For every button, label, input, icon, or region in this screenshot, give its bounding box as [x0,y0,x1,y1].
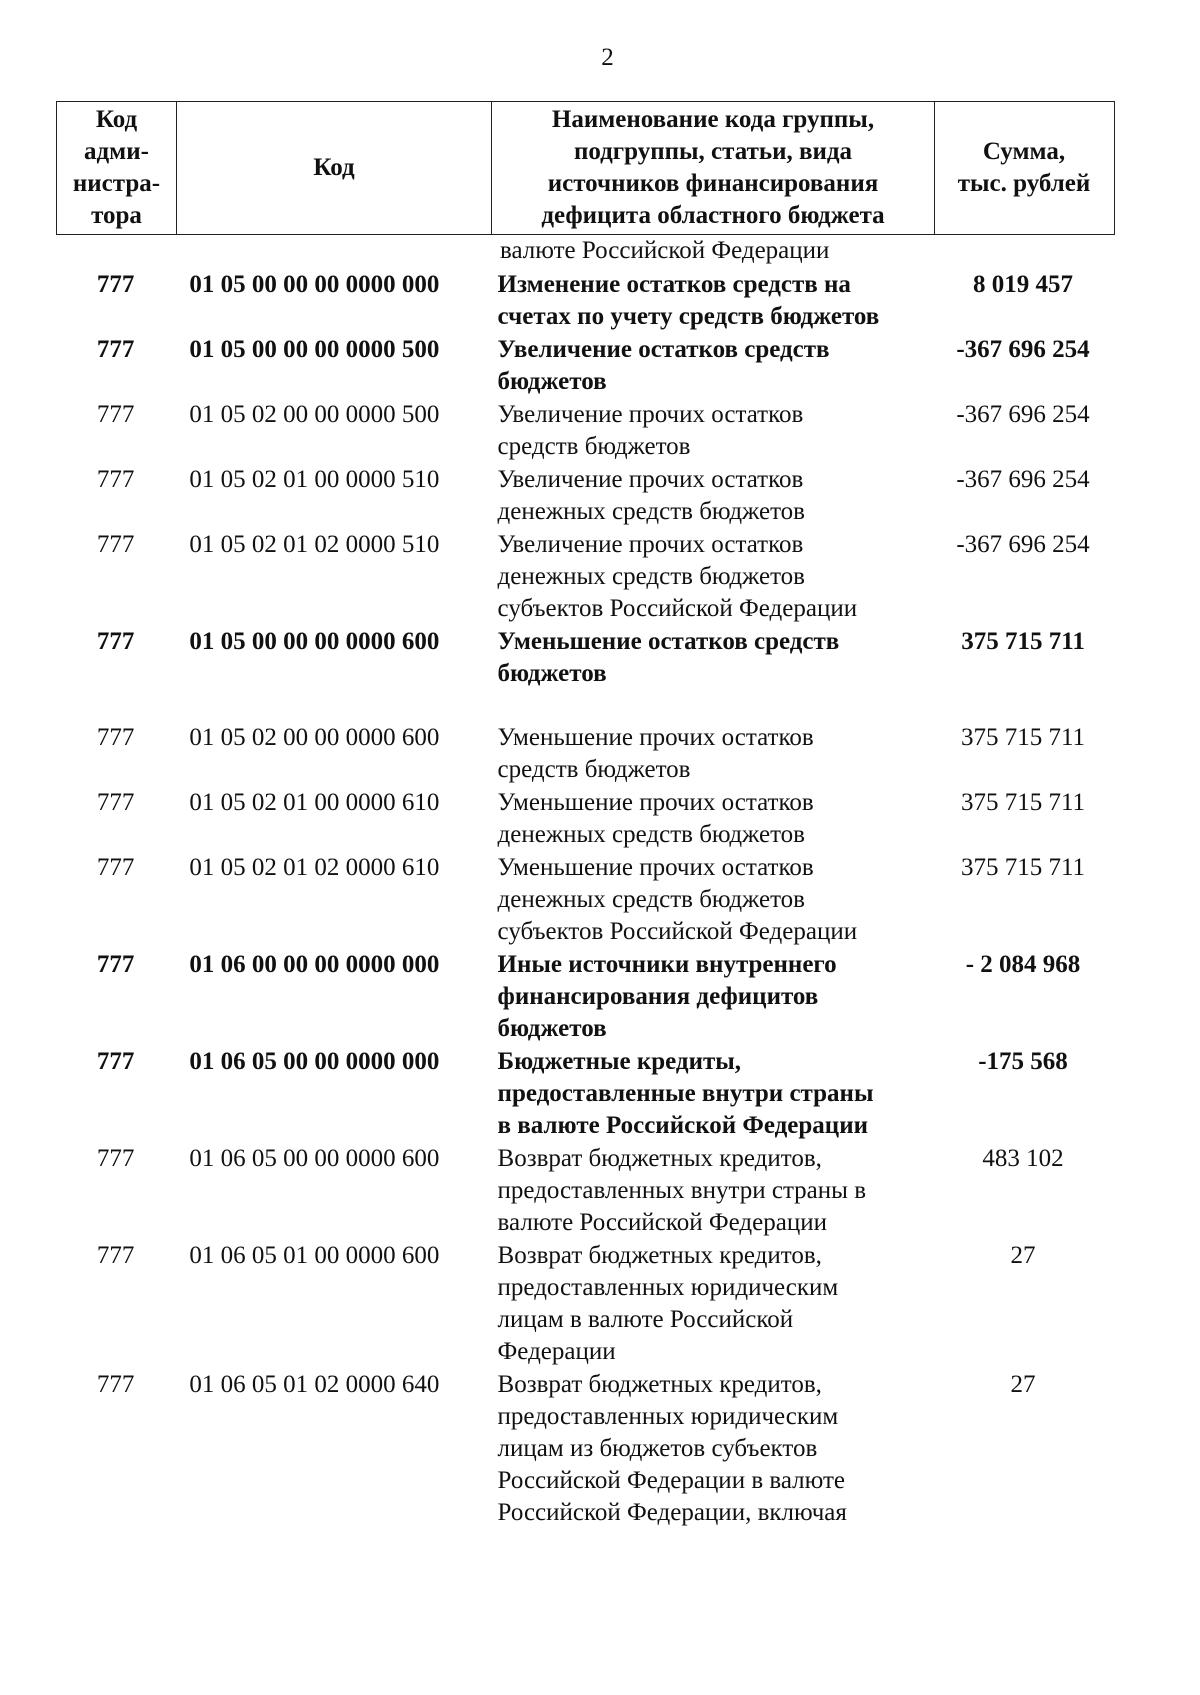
header-admin-code-line: тора [91,202,142,229]
row-name-line: Уменьшение прочих остатков [497,789,814,816]
row-admin-code: 777 [96,1145,135,1172]
table-row [56,852,1115,948]
table-row [56,949,1115,1045]
header-name-line: подгруппы, статьи, вида [573,138,853,165]
row-code: 01 05 00 00 00 0000 500 [189,336,440,363]
row-code: 01 05 02 01 02 0000 610 [189,854,440,881]
row-code: 01 05 02 01 00 0000 610 [189,789,440,816]
row-name-line: валюте Российской Федерации [497,1209,827,1236]
row-sum: 27 [1010,1242,1036,1269]
row-name-line: средств бюджетов [497,756,691,783]
row-name-line: Российской Федерации, включая [497,1499,847,1526]
table-row [56,1046,1115,1142]
row-name-line: предоставленных юридическим [497,1403,839,1430]
header-admin-code-line: Код [95,106,138,133]
row-sum: -175 568 [978,1048,1068,1075]
row-code: 01 06 00 00 00 0000 000 [189,951,440,978]
row-sum: - 2 084 968 [965,951,1081,978]
row-name-line: Российской Федерации в валюте [497,1467,846,1494]
row-admin-code: 777 [96,401,135,428]
row-name-line: субъектов Российской Федерации [497,595,858,622]
row-name [498,1369,932,1529]
table-row [56,1369,1115,1529]
row-name-line: Уменьшение прочих остатков [497,724,814,751]
row-name-line: финансирования дефицитов [497,983,819,1010]
row-name [498,787,932,851]
row-code: 01 05 02 01 02 0000 510 [189,531,440,558]
row-name-line: Увеличение прочих остатков [497,401,804,428]
table-body [56,235,1115,1530]
table-row [56,1240,1115,1368]
row-name [498,334,932,398]
header-admin-code [57,102,177,234]
row-code: 01 05 00 00 00 0000 600 [189,628,440,655]
row-sum: 483 102 [982,1145,1064,1172]
row-name-line: в валюте Российской Федерации [497,1112,869,1139]
row-name-line: бюджетов [497,368,607,395]
header-name-line: Наименование кода группы, [551,106,875,133]
header-code: Код [177,102,492,234]
row-admin-code: 777 [96,1048,135,1075]
row-admin-code: 777 [96,1371,135,1398]
row-name-line: бюджетов [497,1015,607,1042]
row-admin-code: 777 [96,789,135,816]
row-admin-code: 777 [96,271,135,298]
row-name-line: Увеличение прочих остатков [497,531,804,558]
row-name-line: Возврат бюджетных кредитов, [497,1145,822,1172]
row-sum: -367 696 254 [956,401,1090,428]
carry-over-text: валюте Российской Федерации [500,237,830,264]
row-name-line: средств бюджетов [497,433,691,460]
row-code: 01 05 00 00 00 0000 000 [189,271,440,298]
row-name-line: Возврат бюджетных кредитов, [497,1371,822,1398]
table-row [56,464,1115,528]
row-code: 01 05 02 00 00 0000 500 [189,401,440,428]
row-name-line: денежных средств бюджетов [497,886,805,913]
row-admin-code: 777 [96,724,135,751]
row-sum: 8 019 457 [973,271,1074,298]
header-sum-line: тыс. рублей [957,170,1091,197]
header-name-line: дефицита областного бюджета [541,202,885,229]
row-sum: -367 696 254 [956,531,1090,558]
row-sum: 375 715 711 [960,854,1086,881]
table-row [56,1143,1115,1239]
row-name [498,464,932,528]
table-row [56,787,1115,851]
row-sum: 375 715 711 [960,724,1086,751]
row-code: 01 06 05 00 00 0000 000 [189,1048,440,1075]
row-name-line: предоставленные внутри страны [497,1080,874,1107]
header-sum-line: Сумма, [982,138,1066,165]
table-row [56,722,1115,786]
row-name-line: Бюджетные кредиты, [497,1048,742,1075]
row-name [498,852,932,948]
header-name [492,102,935,234]
row-name-line: Изменение остатков средств на [497,271,851,298]
row-name-line: денежных средств бюджетов [497,821,805,848]
row-name [498,399,932,463]
header-sum [935,102,1113,234]
row-name [498,1240,932,1368]
header-name-line: источников финансирования [547,170,879,197]
row-name [498,722,932,786]
table-row [56,269,1115,333]
row-name-line: денежных средств бюджетов [497,563,805,590]
row-code: 01 06 05 00 00 0000 600 [189,1145,440,1172]
row-name [498,949,932,1045]
row-code: 01 06 05 01 00 0000 600 [189,1242,440,1269]
row-name-line: лицам из бюджетов субъектов [497,1435,818,1462]
header-admin-code-line: адми- [84,138,149,165]
row-admin-code: 777 [96,951,135,978]
table-row [56,334,1115,398]
table-header [56,101,1115,235]
row-sum: -367 696 254 [956,466,1090,493]
table-row [56,626,1115,690]
row-code: 01 05 02 00 00 0000 600 [189,724,440,751]
row-name-line: Увеличение остатков средств [497,336,830,363]
row-admin-code: 777 [96,854,135,881]
row-admin-code: 777 [96,336,135,363]
row-name-line: Уменьшение остатков средств [497,628,840,655]
row-sum: -367 696 254 [956,336,1090,363]
row-name [498,1046,932,1142]
row-name-line: предоставленных внутри страны в [497,1177,867,1204]
page-number: 2 [601,44,614,71]
header-admin-code-line: нистра- [72,170,161,197]
row-name-line: счетах по учету средств бюджетов [497,303,880,330]
row-admin-code: 777 [96,531,135,558]
row-name-line: предоставленных юридическим [497,1274,839,1301]
row-admin-code: 777 [96,1242,135,1269]
row-code: 01 06 05 01 02 0000 640 [189,1371,440,1398]
row-admin-code: 777 [96,628,135,655]
row-name-line: денежных средств бюджетов [497,498,805,525]
row-sum: 27 [1010,1371,1036,1398]
row-name-line: Уменьшение прочих остатков [497,854,814,881]
row-name-line: Возврат бюджетных кредитов, [497,1242,822,1269]
row-name-line: Иные источники внутреннего [497,951,837,978]
row-sum: 375 715 711 [960,789,1086,816]
row-admin-code: 777 [96,466,135,493]
row-name-line: лицам в валюте Российской [497,1306,794,1333]
row-code: 01 05 02 01 00 0000 510 [189,466,440,493]
row-name [498,626,932,690]
row-name [498,1143,932,1239]
table-row [56,529,1115,625]
row-name-line: бюджетов [497,660,607,687]
row-name [498,269,932,333]
row-sum: 375 715 711 [961,628,1085,655]
row-name-line: субъектов Российской Федерации [497,918,858,945]
table-row [56,399,1115,463]
row-name-line: Федерации [497,1338,616,1365]
row-name [498,529,932,625]
row-name-line: Увеличение прочих остатков [497,466,804,493]
